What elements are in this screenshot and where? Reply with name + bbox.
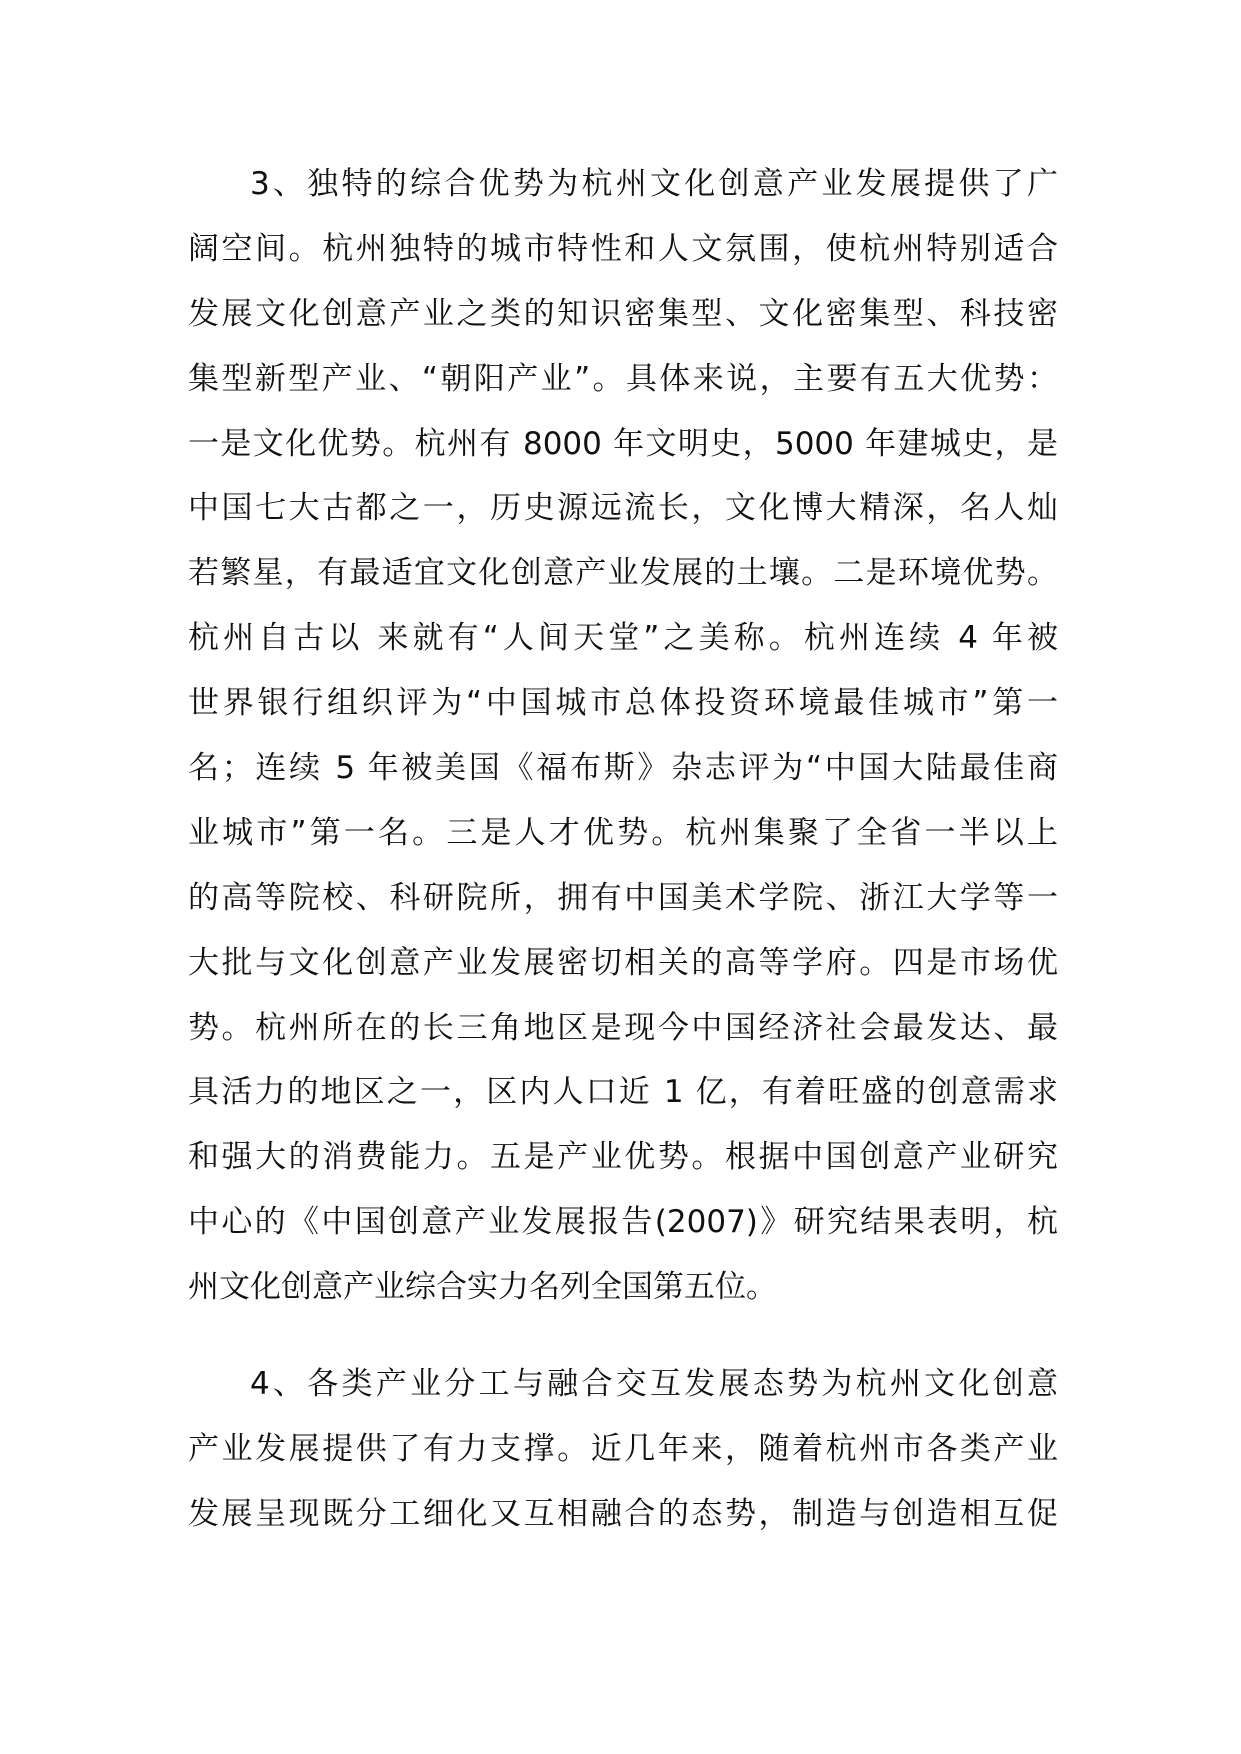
- text-line: 阔空间。杭州独特的城市特性和人文氛围，使杭州特别适合: [188, 230, 1058, 267]
- text-line: 发展呈现既分工细化又互相融合的态势，制造与创造相互促: [188, 1495, 1058, 1532]
- text-line: 中心的《中国创意产业发展报告(2007)》研究结果表明，杭: [188, 1204, 1058, 1241]
- text-line: 集型新型产业、“朝阳产业”。具体来说，主要有五大优势：: [188, 360, 1058, 397]
- text-line: 若繁星，有最适宜文化创意产业发展的土壤。二是环境优势。: [188, 555, 1058, 592]
- text-line: 世界银行组织评为“中国城市总体投资环境最佳城市”第一: [188, 685, 1058, 722]
- text-line: 3、独特的综合优势为杭州文化创意产业发展提供了广: [250, 166, 1058, 202]
- text-line: 业城市”第一名。三是人才优势。杭州集聚了全省一半以上: [188, 814, 1058, 851]
- text-line: 具活力的地区之一，区内人口近 1 亿，有着旺盛的创意需求: [188, 1074, 1058, 1111]
- text-line: 中国七大古都之一，历史源远流长，文化博大精深，名人灿: [188, 490, 1058, 527]
- text-line: 势。杭州所在的长三角地区是现今中国经济社会最发达、最: [188, 1009, 1058, 1046]
- text-line: 杭州自古以 来就有“人间天堂”之美称。杭州连续 4 年被: [188, 620, 1058, 657]
- text-line: 名；连续 5 年被美国《福布斯》杂志评为“中国大陆最佳商: [188, 750, 1058, 787]
- text-line: 州文化创意产业综合实力名列全国第五位。: [188, 1269, 777, 1306]
- text-line: 和强大的消费能力。五是产业优势。根据中国创意产业研究: [188, 1139, 1058, 1176]
- paragraph-industry-integration: [188, 1352, 1058, 1547]
- text-line: 的高等院校、科研院所，拥有中国美术学院、浙江大学等一: [188, 879, 1058, 916]
- text-line: 大批与文化创意产业发展密切相关的高等学府。四是市场优: [188, 944, 1058, 981]
- text-line: 一是文化优势。杭州有 8000 年文明史，5000 年建城史，是: [188, 425, 1058, 462]
- paragraph-cultural-advantages: [188, 152, 1058, 1320]
- text-line: 产业发展提供了有力支撑。近几年来，随着杭州市各类产业: [188, 1430, 1058, 1467]
- text-line: 发展文化创意产业之类的知识密集型、文化密集型、科技密: [188, 295, 1058, 332]
- text-line: 4、各类产业分工与融合交互发展态势为杭州文化创意: [250, 1366, 1058, 1402]
